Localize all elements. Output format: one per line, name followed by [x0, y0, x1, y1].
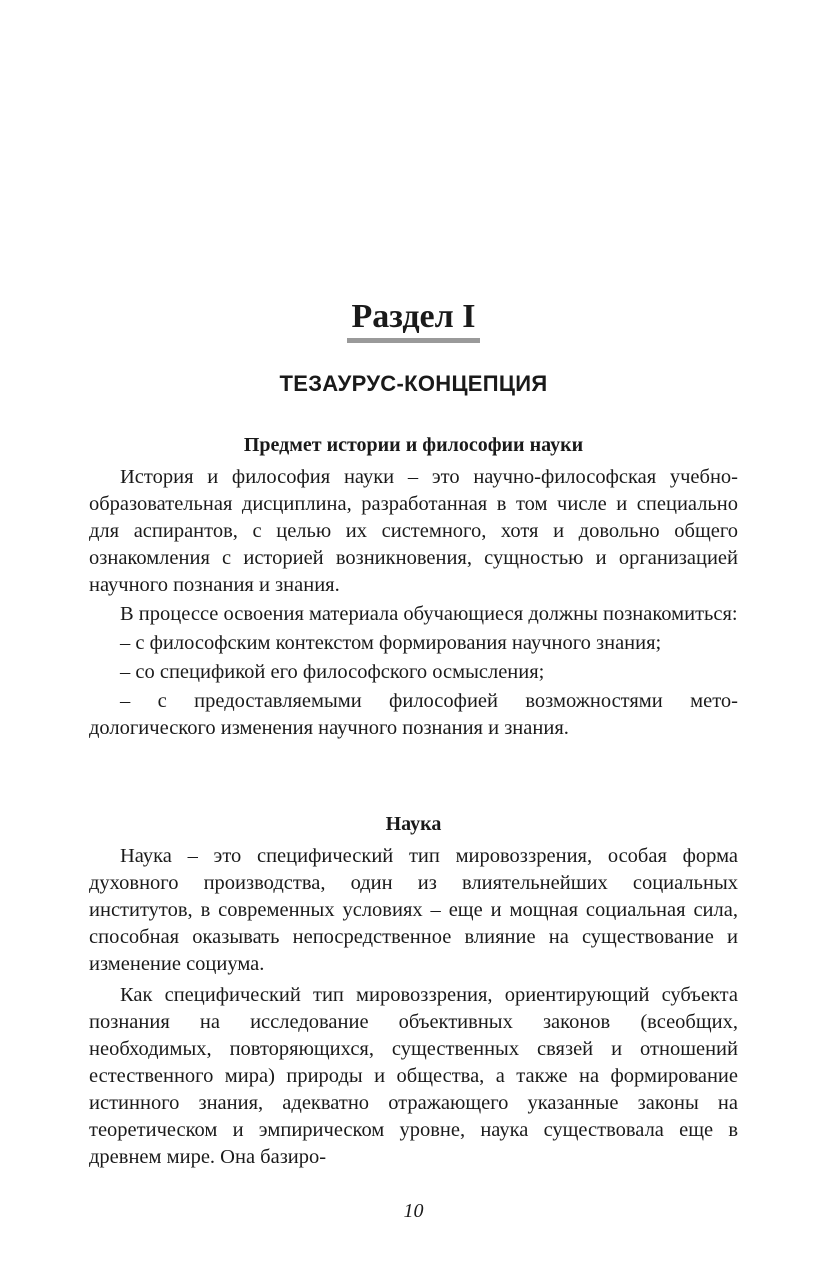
paragraph: История и философия науки – это научно-философская учебно-образовательная дисциплина, разработанная в том числе и специально для аспирантов, с целью их системного, хотя и довольно общего ознакомления с историей возникновения, сущностью и организацией научного познания и знания.	[89, 466, 738, 596]
list-item: – с философским контекстом формирования научного знания;	[120, 632, 662, 654]
block-science	[89, 811, 738, 1171]
page-number: 10	[403, 1200, 424, 1222]
sub-heading-science: Наука	[385, 813, 442, 835]
paragraph: Наука – это специфический тип мировоззрения, особая форма духовного производства, один из влиятельнейших социальных институтов, в современных условиях – еще и мощная социальная сила, способная оказывать непосредственное влияние на существование и изменение социума.	[89, 845, 738, 975]
sub-heading-subject: Предмет истории и философии науки	[243, 434, 584, 456]
section-title-underline	[347, 338, 480, 343]
paragraph: В процессе освоения материала обучающиеся должны познакомиться:	[120, 603, 738, 625]
section-title: Раздел I	[351, 298, 476, 335]
paragraph: Как специфический тип мировоззрения, ориентирующий субъекта познания на исследование объективных законов (всеобщих, необходимых, повторяющихся, существенных связей и отношений естественного мира) природы и общества, а также на формирование истинного знания, адекватно отражающего указанные законы на теоретическом и эмпирическом уровне, наука существовала еще в древнем мире. Она базиро-	[89, 984, 738, 1168]
block-subject	[89, 432, 738, 742]
list-item: – с предоставляемыми философией возможностями методологического изменения научного познания и знания.	[89, 690, 738, 739]
chapter-title: ТЕЗАУРУС-КОНЦЕПЦИЯ	[279, 371, 548, 396]
list-item: – со спецификой его философского осмысления;	[120, 661, 545, 683]
